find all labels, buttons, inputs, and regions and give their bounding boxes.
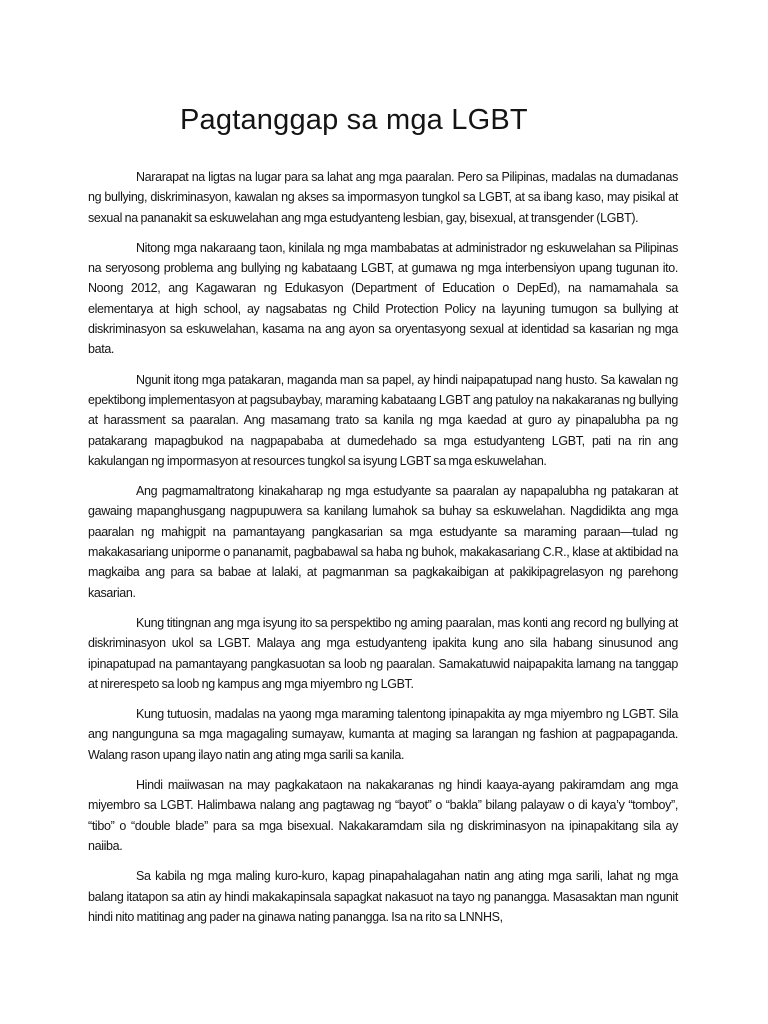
paragraph-2: Nitong mga nakaraang taon, kinilala ng mga mambabatas at administrador ng eskuwelahan sa Pilipinas na seryosong problema ang bullying ng kabataang LGBT, at gumawa ng mga interbensiyon upang tugunan ito. Noong 2012, ang Kagawaran ng Edukasyon (Department of Education o DepEd), na namamahala sa elementarya at high school, ay nagsabatas ng Child Protection Policy na layuning tumugon sa bullying at diskriminasyon sa eskuwelahan, kasama na ang ayon sa oryentasyong sexual at identidad sa kasarian ng mga bata. — [88, 240, 678, 357]
paragraph-8: Sa kabila ng mga maling kuro-kuro, kapag pinapahalagahan natin ang ating mga sarili, lahat ng mga balang itatapon sa atin ay hindi makakapinsala sapagkat nakasuot na tayo ng panangga. Masasaktan man ngunit hindi nito matitinag ang pader na ginawa nating panangga. Isa na rito sa LNNHS, — [88, 869, 678, 924]
paragraph-6: Kung tutuosin, madalas na yaong mga maraming talentong ipinapakita ay mga miyembro ng LGBT. Sila ang nangunguna sa mga magagaling sumayaw, kumanta at maging sa larangan ng fashion at pagpapaganda. Walang rason upang ilayo natin ang ating mga sarili sa kanila. — [88, 707, 678, 762]
paragraph-7: Hindi maiiwasan na may pagkakataon na nakakaranas ng hindi kaaya-ayang pakiramdam ang mga miyembro sa LGBT. Halimbawa nalang ang pagtawag ng “bayot” o “bakla” bilang palayaw o di kaya’y “tomboy”, “tibo” o “double blade” para sa mga bisexual. Nakakaramdam sila ng diskriminasyon na ipinapakitang sila ay naiiba. — [88, 778, 678, 853]
document-title: Pagtanggap sa mga LGBT — [180, 104, 528, 136]
paragraph-1: Nararapat na ligtas na lugar para sa lahat ang mga paaralan. Pero sa Pilipinas, madalas na dumadanas ng bullying, diskriminasyon, kawalan ng akses sa impormasyon tungkol sa LGBT, at sa ibang kaso, may pisikal at sexual na pananakit sa eskuwelahan ang mga estudyanteng lesbian, gay, bisexual, at transgender (LGBT). — [88, 170, 678, 225]
document-body — [88, 167, 678, 937]
paragraph-4: Ang pagmamaltratong kinakaharap ng mga estudyante sa paaralan ay napapalubha ng patakaran at gawaing mapanghusgang nagpupuwera sa kanilang lumahok sa buhay sa eskuwelahan. Nagdidikta ang mga paaralan ng mahigpit na pamantayang pangkasarian sa mga estudyante sa maraming paraan—tulad ng makakasariang uniporme o pananamit, pagbabawal sa haba ng buhok, makakasariang C.R., klase at aktibidad na magkaiba ang para sa babae at lalaki, at pagmanman sa pagkakaibigan at pakikipagrelasyon ng parehong kasarian. — [88, 484, 678, 600]
paragraph-3: Ngunit itong mga patakaran, maganda man sa papel, ay hindi naipapatupad nang husto. Sa kawalan ng epektibong implementasyon at pagsubaybay, maraming kabataang LGBT ang patuloy na nakakaranas ng bullying at harassment sa paaralan. Ang masamang trato sa kanila ng mga kaedad at guro ay pinapalubha pa ng patakarang mapagbukod na nagpapababa at dumedehado sa mga estudyanteng LGBT, pati na rin ang kakulangan ng impormasyon at resources tungkol sa isyung LGBT sa mga eskuwelahan. — [88, 372, 678, 468]
paragraph-5: Kung titingnan ang mga isyung ito sa perspektibo ng aming paaralan, mas konti ang record ng bullying at diskriminasyon ukol sa LGBT. Malaya ang mga estudyanteng ipakita kung ano sila habang sinusunod ang ipinapatupad na pamantayang pangkasuotan sa loob ng paaralan. Samakatuwid naipapakita lamang na tanggap at nirerespeto sa loob ng kampus ang mga miyembro ng LGBT. — [88, 615, 678, 691]
